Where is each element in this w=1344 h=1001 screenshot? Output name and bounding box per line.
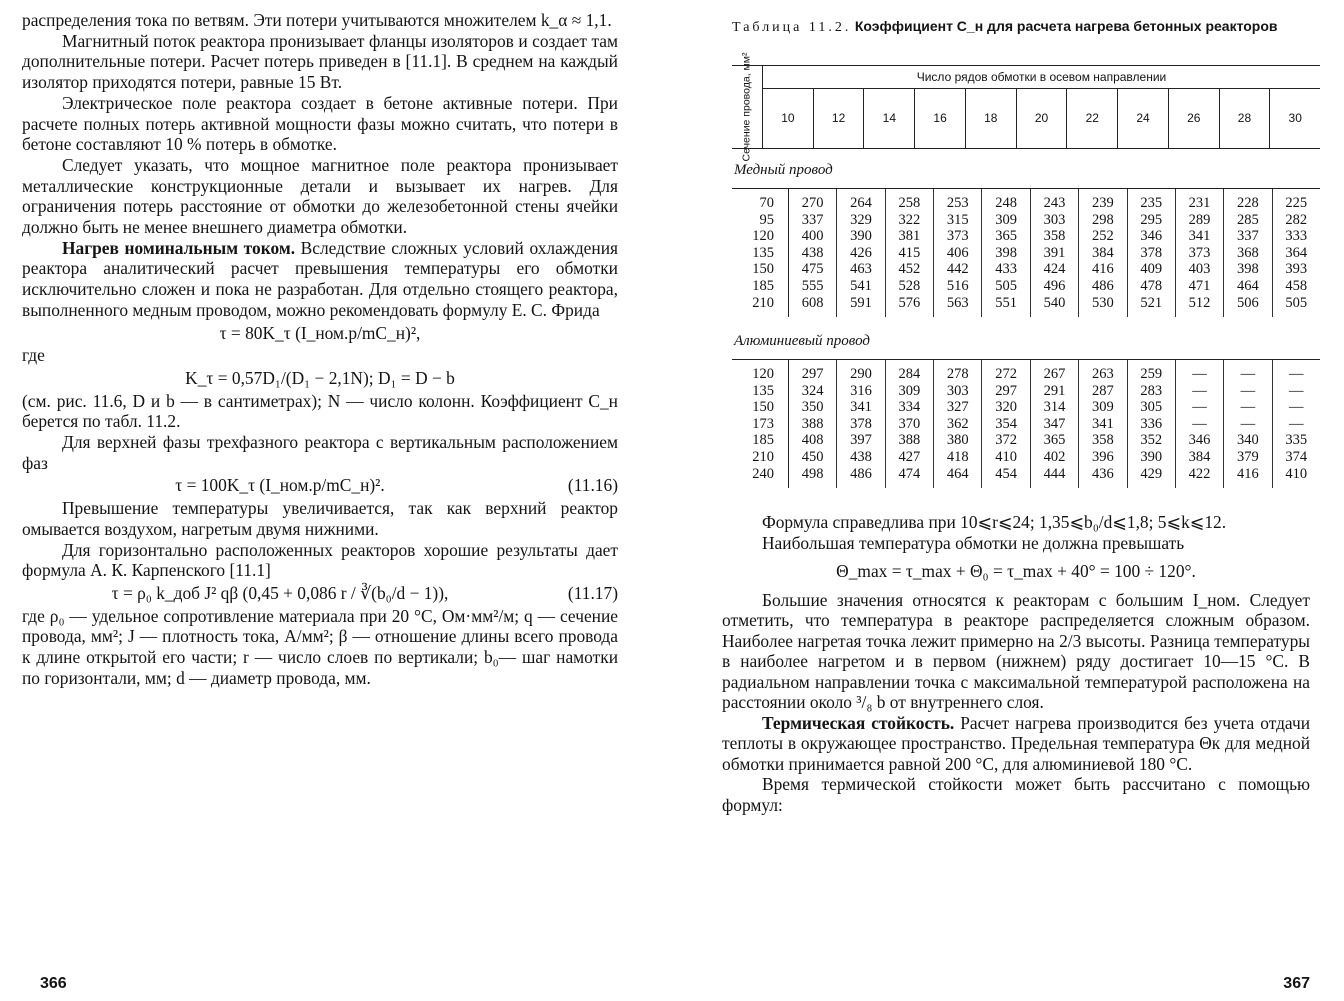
row-section-cell: 135 <box>732 383 789 400</box>
table-cell: 530 <box>1079 295 1127 312</box>
table-cell: 415 <box>886 245 934 262</box>
table-cell: 416 <box>1079 261 1127 278</box>
table-cell: 285 <box>1224 212 1272 229</box>
table-cell: 258 <box>886 195 934 212</box>
table-cell: 303 <box>934 383 982 400</box>
table-cell: 424 <box>1031 261 1079 278</box>
table-cell: 362 <box>934 416 982 433</box>
table-cell: 406 <box>934 245 982 262</box>
table-cell: 341 <box>837 399 885 416</box>
row-header-label: Сечение провода, мм² <box>740 52 753 162</box>
table-cell: 297 <box>982 383 1030 400</box>
table-cell: 267 <box>1031 366 1079 383</box>
table-cell: 346 <box>1128 228 1176 245</box>
page-number: 366 <box>40 975 67 992</box>
table-cell: 396 <box>1079 449 1127 466</box>
table-cell: — <box>1176 366 1224 383</box>
table-cell: 341 <box>1176 228 1224 245</box>
table-cell: 608 <box>789 295 837 312</box>
column-header: 20 <box>1017 89 1068 148</box>
formula: τ = 100K_τ (I_ном.р/mC_н)². <box>175 475 385 496</box>
table-row <box>732 466 1320 483</box>
table-cell: 410 <box>1285 465 1308 482</box>
row-section-cell: 240 <box>732 466 789 483</box>
table-cell: 384 <box>1176 449 1224 466</box>
table-cell: 283 <box>1128 383 1176 400</box>
row-section-cell: 150 <box>732 261 789 278</box>
table-row <box>732 195 1320 212</box>
table-cell: 388 <box>789 416 837 433</box>
table-cell: 287 <box>1079 383 1127 400</box>
table-cell: 512 <box>1176 295 1224 312</box>
copper-table-body <box>732 188 1320 317</box>
table-cell: 289 <box>1176 212 1224 229</box>
table-cell: 379 <box>1224 449 1272 466</box>
table-row <box>732 212 1320 229</box>
table-cell: 410 <box>982 449 1030 466</box>
table-cell: 365 <box>1031 432 1079 449</box>
row-section-cell: 120 <box>732 228 789 245</box>
table-cell: 231 <box>1176 195 1224 212</box>
table-cell: 528 <box>886 278 934 295</box>
table-cell: 225 <box>1285 195 1308 211</box>
table-caption <box>732 18 1320 36</box>
table-cell: — <box>1289 366 1304 382</box>
table-cell: 291 <box>1031 383 1079 400</box>
table-cell: 322 <box>886 212 934 229</box>
table-cell: 398 <box>982 245 1030 262</box>
section-heading: Термическая стойкость. <box>762 712 955 733</box>
column-header: 24 <box>1118 89 1169 148</box>
table-cell: 327 <box>934 399 982 416</box>
table-cell: — <box>1176 416 1224 433</box>
table-cell: — <box>1289 382 1304 399</box>
table-cell: 486 <box>837 466 885 483</box>
aluminum-section-title: Алюминиевый провод <box>734 333 871 349</box>
table-cell: 576 <box>886 295 934 312</box>
table-cell: — <box>1176 399 1224 416</box>
table-row <box>732 383 1320 400</box>
table-cell: 400 <box>789 228 837 245</box>
table-row <box>732 295 1320 312</box>
table-cell: 402 <box>1031 449 1079 466</box>
table-cell: 324 <box>789 383 837 400</box>
row-section-cell: 185 <box>732 432 789 449</box>
table-cell: 358 <box>1079 432 1127 449</box>
table-cell: 320 <box>982 399 1030 416</box>
table-cell: 368 <box>1224 245 1272 262</box>
gde-label: где <box>22 345 45 366</box>
paragraph-text: Вследствие сложных условий охлаждения реактора аналитический расчет превышения температуры его обмотки исключительно сложен и пока не разработан. Для отдельно стоящего реактора, выполненного медным проводом, можно рекомендовать формулу Е. С. Фрида <box>22 237 618 320</box>
table-cell: 426 <box>837 245 885 262</box>
table-row <box>732 449 1320 466</box>
table-cell: 239 <box>1079 195 1127 212</box>
table-cell: 341 <box>1079 416 1127 433</box>
left-text-column <box>22 10 618 689</box>
table-cell: 422 <box>1176 466 1224 483</box>
table-cell: 337 <box>789 212 837 229</box>
paragraph: Превышение температуры увеличивается, так как верхний реактор омывается воздухом, нагретым двумя нижними. <box>22 498 618 539</box>
column-header: 10 <box>763 89 814 148</box>
table-cell: 464 <box>1224 278 1272 295</box>
table-row <box>732 432 1320 449</box>
paragraph <box>22 238 618 321</box>
table-cell: 316 <box>837 383 885 400</box>
table-cell: 444 <box>1031 466 1079 483</box>
table-cell: 378 <box>1128 245 1176 262</box>
table-cell: 264 <box>837 195 885 212</box>
table-cell: 263 <box>1079 366 1127 383</box>
formula-number: (11.16) <box>567 475 618 496</box>
table-cell: 278 <box>934 366 982 383</box>
table-cell: 352 <box>1128 432 1176 449</box>
row-section-cell: 120 <box>732 366 789 383</box>
table-cell: 354 <box>982 416 1030 433</box>
table-row <box>732 366 1320 383</box>
table-cell: 475 <box>789 261 837 278</box>
column-header: 30 <box>1288 111 1302 125</box>
paragraph: где ρ₀ — удельное сопротивление материала при 20 °С, Ом·мм²/м; q — сечение провода, мм²; J — плотность тока, А/мм²; β — отношение длины всего провода к длине открытой его части; r — число слоев по вертикали; b₀— шаг намотки по горизонтали, мм; d — диаметр провода, мм. <box>22 605 618 688</box>
column-header: 22 <box>1067 89 1118 148</box>
table-cell: — <box>1224 399 1272 416</box>
column-header: 26 <box>1169 89 1220 148</box>
table-cell: 284 <box>886 366 934 383</box>
table-cell: — <box>1224 416 1272 433</box>
paragraph: Большие значения относятся к реакторам с большим I_ном. Следует отметить, что температура в реакторе распределяется сложным образом. Наиболее нагретая точка лежит примерно на 2/3 высоты. Разница температуры в наиболее нагретом и в первом (нижнем) ряду достигает 10—15 °С. В радиальном направлении точка с максимальной температурой расположена на расстоянии около ³/₈ b от внутреннего слоя. <box>722 589 1310 712</box>
table-cell: 248 <box>982 195 1030 212</box>
table-cell: 350 <box>789 399 837 416</box>
table-cell: 591 <box>837 295 885 312</box>
table-cell: 305 <box>1128 399 1176 416</box>
table-row <box>732 228 1320 245</box>
table-cell: 390 <box>1128 449 1176 466</box>
table-cell: — <box>1224 383 1272 400</box>
paragraph: (см. рис. 11.6, D и b — в сантиметрах); N — число колонн. Коэффициент C_н берется по табл. 11.2. <box>22 390 618 432</box>
table-cell: 521 <box>1128 295 1176 312</box>
table-cell: 259 <box>1128 366 1176 383</box>
paragraph-text: Расчет нагрева производится без учета отдачи теплоты в окружающее пространство. Предельная температура Θк для медной обмотки принимается равной 200 °С, для алюминиевой 180 °С. <box>722 712 1310 774</box>
paragraph: Формула справедлива при 10⩽r⩽24; 1,35⩽b₀/d⩽1,8; 5⩽k⩽12. <box>762 512 1227 532</box>
table-cell: 333 <box>1285 228 1308 245</box>
table-cell: 555 <box>789 278 837 295</box>
table-cell: 478 <box>1128 278 1176 295</box>
table-cell: 397 <box>837 432 885 449</box>
table-cell: 380 <box>934 432 982 449</box>
table-cell: 408 <box>789 432 837 449</box>
table-cell: 329 <box>837 212 885 229</box>
formula: Θ_max = τ_max + Θ₀ = τ_max + 40° = 100 ÷ 120°. <box>836 561 1196 581</box>
table-cell: 551 <box>982 295 1030 312</box>
table-title: Коэффициент C_н для расчета нагрева бетонных реакторов <box>854 18 1278 34</box>
table-cell: 364 <box>1285 244 1308 261</box>
right-text-column <box>722 512 1310 815</box>
formula-number: (11.17) <box>567 582 618 603</box>
table-cell: 388 <box>886 432 934 449</box>
table-cell: 454 <box>982 466 1030 483</box>
table-cell: 282 <box>1285 211 1308 228</box>
formula: K_τ = 0,57D₁/(D₁ − 2,1N); D₁ = D − b <box>185 367 455 388</box>
table-cell: 464 <box>934 466 982 483</box>
table-cell: 418 <box>934 449 982 466</box>
table-cell: — <box>1224 366 1272 383</box>
table-cell: 433 <box>982 261 1030 278</box>
row-section-cell: 70 <box>732 195 789 212</box>
column-headers <box>763 89 1320 148</box>
row-section-cell: 210 <box>732 295 789 312</box>
table-cell: 358 <box>1031 228 1079 245</box>
table-cell: 450 <box>789 449 837 466</box>
table-cell: 365 <box>982 228 1030 245</box>
table-cell: 335 <box>1285 432 1308 449</box>
copper-section-title: Медный провод <box>734 162 833 178</box>
row-section-cell: 173 <box>732 416 789 433</box>
paragraph: Электрическое поле реактора создает в бетоне активные потери. При расчете полных потерь активной мощности фазы можно считать, что потери в бетоне составляют 10 % потерь в обмотке. <box>22 92 618 155</box>
table-cell: 309 <box>1079 399 1127 416</box>
table-cell: 315 <box>934 212 982 229</box>
table-cell: 506 <box>1224 295 1272 312</box>
paragraph: Время термической стойкости может быть рассчитано с помощью формул: <box>722 774 1310 815</box>
table-cell: 458 <box>1285 277 1308 294</box>
table-row <box>732 261 1320 278</box>
table-cell: 370 <box>886 416 934 433</box>
row-section-cell: 185 <box>732 278 789 295</box>
row-section-cell: 135 <box>732 245 789 262</box>
table-cell: 235 <box>1128 195 1176 212</box>
aluminum-table-body <box>732 359 1320 488</box>
table-row <box>732 278 1320 295</box>
formula: τ = ρ₀ k_доб J² qβ (0,45 + 0,086 r / ∛(b₀/d − 1)), <box>111 582 449 603</box>
table-cell: 314 <box>1031 399 1079 416</box>
table-cell: 541 <box>837 278 885 295</box>
table-cell: 516 <box>934 278 982 295</box>
paragraph: Магнитный поток реактора пронизывает фланцы изоляторов и создает там дополнительные потери. Расчет потерь приведен в [11.1]. В среднем на каждый изолятор приходятся потери, равные 15 Вт. <box>22 30 618 93</box>
table-cell: 228 <box>1224 195 1272 212</box>
table-cell: 505 <box>982 278 1030 295</box>
numbered-formula <box>22 475 618 496</box>
table-cell: 390 <box>837 228 885 245</box>
formula: τ = 80K_τ (I_ном.р/mC_н)², <box>219 322 421 343</box>
table-cell: 309 <box>886 383 934 400</box>
paragraph: Для горизонтально расположенных реакторов хорошие результаты дает формула А. К. Карпенского [11.1] <box>22 539 618 581</box>
row-section-cell: 150 <box>732 399 789 416</box>
table-cell: 374 <box>1285 448 1308 465</box>
table-row <box>732 416 1320 433</box>
table-cell: 436 <box>1079 466 1127 483</box>
table-cell: 378 <box>837 416 885 433</box>
table-cell: 243 <box>1031 195 1079 212</box>
table-cell: — <box>1176 383 1224 400</box>
table-cell: 409 <box>1128 261 1176 278</box>
column-header: 18 <box>966 89 1017 148</box>
table-row <box>732 245 1320 262</box>
row-header-cell <box>732 52 763 162</box>
column-header: 16 <box>915 89 966 148</box>
paragraph: Следует указать, что мощное магнитное поле реактора пронизывает металлические конструкционные детали и вызывает их нагрев. Для ограничения потерь расстояние от обмотки до железобетонной стены ячейки должно быть не менее внешнего диаметра обмотки. <box>22 154 618 238</box>
table-cell: 372 <box>982 432 1030 449</box>
column-header: 14 <box>864 89 915 148</box>
numbered-formula <box>22 583 618 604</box>
paragraph <box>722 713 1310 775</box>
page-number: 367 <box>1283 975 1310 992</box>
row-section-cell: 210 <box>732 449 789 466</box>
table-row <box>732 399 1320 416</box>
table-cell: 270 <box>789 195 837 212</box>
table-cell: 563 <box>934 295 982 312</box>
table-cell: 373 <box>934 228 982 245</box>
table-cell: 496 <box>1031 278 1079 295</box>
table-cell: 252 <box>1079 228 1127 245</box>
table-cell: 403 <box>1176 261 1224 278</box>
table-cell: 540 <box>1031 295 1079 312</box>
table-cell: 298 <box>1079 212 1127 229</box>
table-cell: 337 <box>1224 228 1272 245</box>
table-cell: 272 <box>982 366 1030 383</box>
table-cell: 290 <box>837 366 885 383</box>
table-cell: 427 <box>886 449 934 466</box>
table-cell: 334 <box>886 399 934 416</box>
table-cell: 253 <box>934 195 982 212</box>
table-cell: 498 <box>789 466 837 483</box>
table-cell: 438 <box>789 245 837 262</box>
table-cell: 309 <box>982 212 1030 229</box>
column-header: 12 <box>814 89 865 148</box>
table-label: Таблица 11.2. <box>732 20 852 35</box>
table-cell: 398 <box>1224 261 1272 278</box>
table-cell: 393 <box>1285 261 1308 278</box>
table-cell: 336 <box>1128 416 1176 433</box>
table-cell: 416 <box>1224 466 1272 483</box>
table-cell: 471 <box>1176 278 1224 295</box>
table-cell: 463 <box>837 261 885 278</box>
paragraph: Для верхней фазы трехфазного реактора с вертикальным расположением фаз <box>22 432 618 473</box>
table-cell: 452 <box>886 261 934 278</box>
table-header <box>732 52 1320 162</box>
column-header: 28 <box>1220 89 1271 148</box>
group-header: Число рядов обмотки в осевом направлении <box>763 66 1320 89</box>
table-cell: 295 <box>1128 212 1176 229</box>
table-cell: 438 <box>837 449 885 466</box>
table-cell: 429 <box>1128 466 1176 483</box>
table-cell: 486 <box>1079 278 1127 295</box>
table-cell: 391 <box>1031 245 1079 262</box>
table-cell: 303 <box>1031 212 1079 229</box>
table-cell: 297 <box>789 366 837 383</box>
table-cell: 381 <box>886 228 934 245</box>
table-cell: — <box>1289 415 1304 432</box>
table-cell: 505 <box>1285 294 1308 311</box>
paragraph: Наибольшая температура обмотки не должна превышать <box>762 532 1185 553</box>
right-page <box>672 0 1344 1001</box>
table-cell: 340 <box>1224 432 1272 449</box>
paragraph: распределения тока по ветвям. Эти потери учитываются множителем k_α ≈ 1,1. <box>22 10 612 30</box>
table-cell: 346 <box>1176 432 1224 449</box>
table-cell: — <box>1289 399 1304 416</box>
table-cell: 384 <box>1079 245 1127 262</box>
table-cell: 373 <box>1176 245 1224 262</box>
table-cell: 442 <box>934 261 982 278</box>
section-heading: Нагрев номинальным током. <box>62 237 296 258</box>
row-section-cell: 95 <box>732 212 789 229</box>
table-cell: 474 <box>886 466 934 483</box>
table-cell: 347 <box>1031 416 1079 433</box>
